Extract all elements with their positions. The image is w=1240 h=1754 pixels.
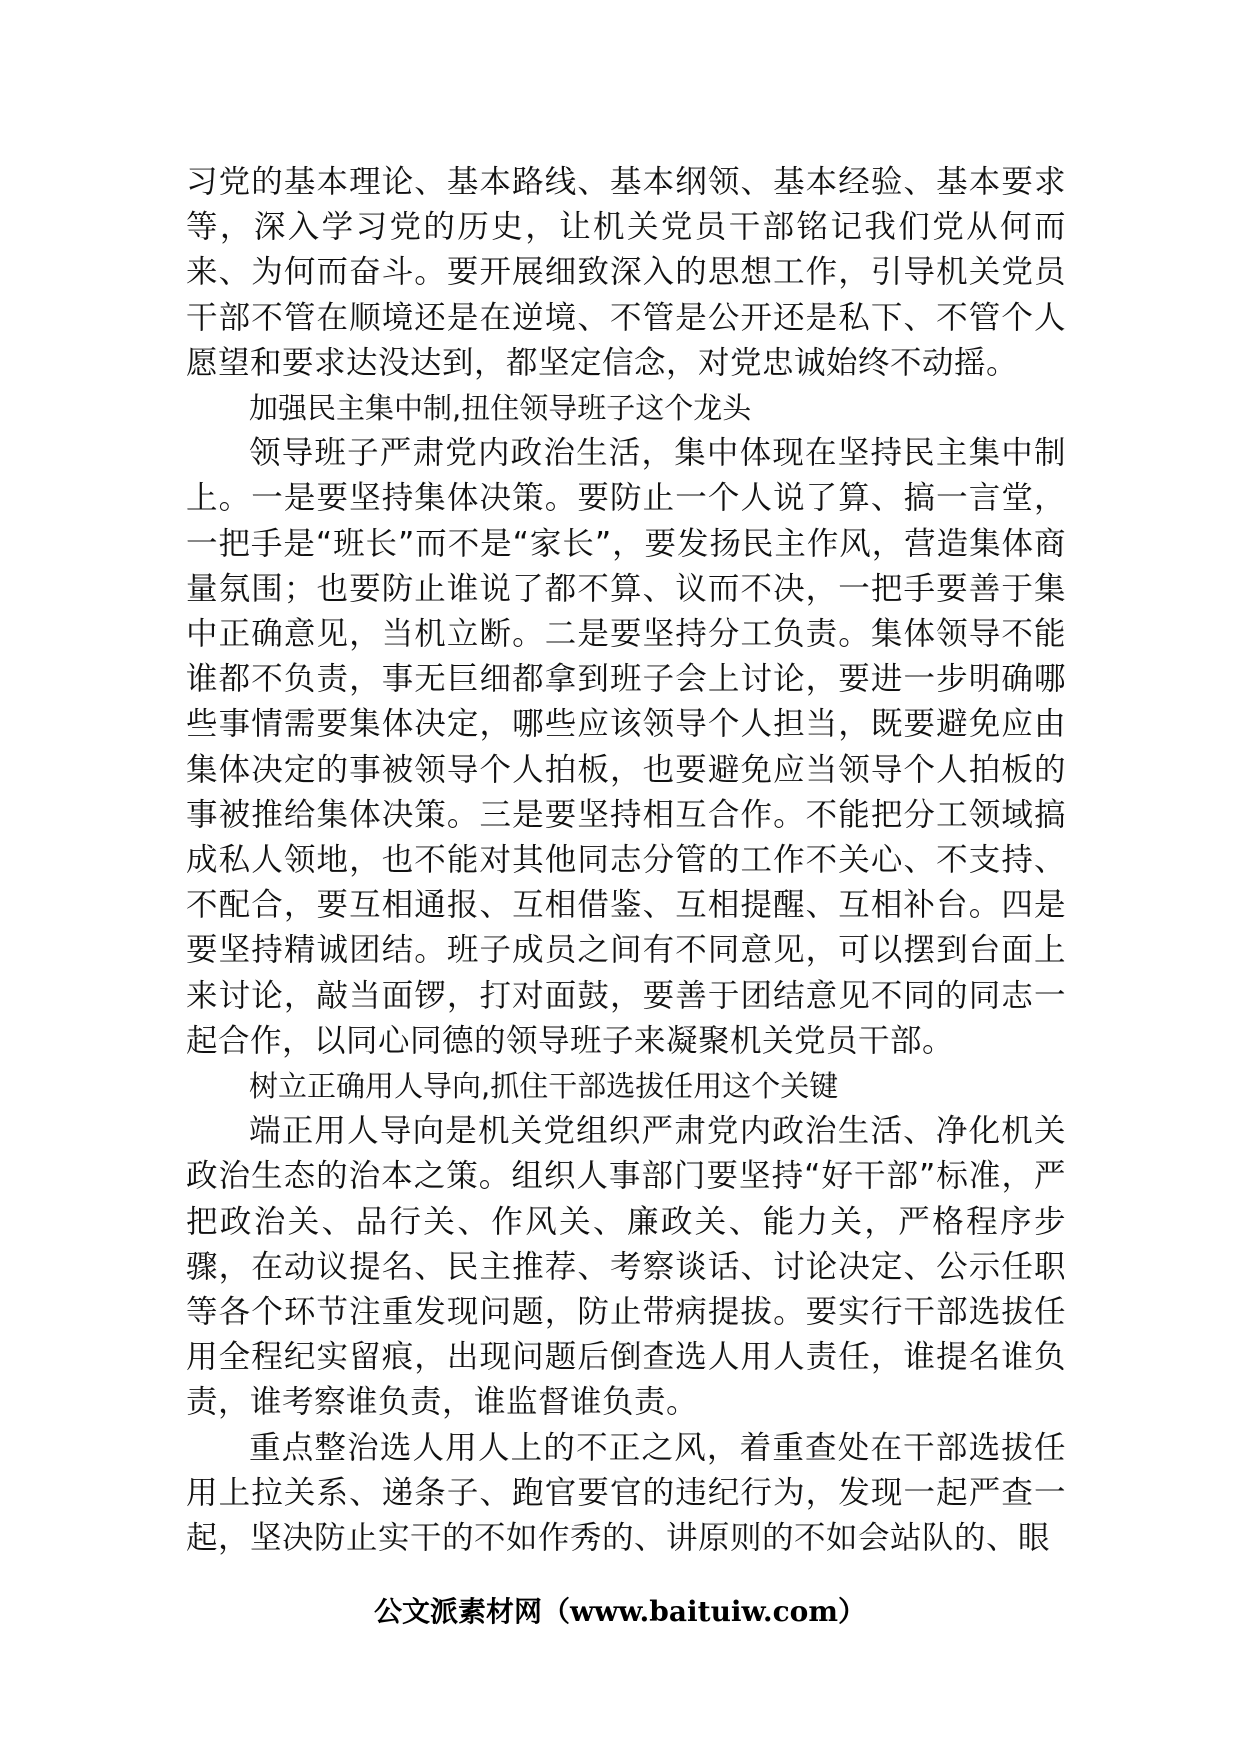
paragraph-5: 端正用人导向是机关党组织严肃党内政治生活、净化机关政治生态的治本之策。组织人事部门要坚持“好干部”标准，严把政治关、品行关、作风关、廉政关、能力关，严格程序步骤，在动议提名、民主推荐、考察谈话、讨论决定、公示任职等各个环节注重发现问题，防止带病提拔。要实行干部选拔任用全程纪实留痕，出现问题后倒查选人用人责任，谁提名谁负责，谁考察谁负责，谁监督谁负责。 [186, 1113, 1066, 1421]
section-heading-cadre-selection: 树立正确用人导向,抓住干部选拔任用这个关键 [249, 1069, 839, 1104]
paragraph-1: 习党的基本理论、基本路线、基本纲领、基本经验、基本要求等，深入学习党的历史，让机关党员干部铭记我们党从何而来、为何而奋斗。要开展细致深入的思想工作，引导机关党员干部不管在顺境还是在逆境、不管是公开还是私下、不管个人愿望和要求达没达到，都坚定信念，对党忠诚始终不动摇。 [186, 164, 1066, 381]
document-page [186, 160, 1066, 1561]
paragraph-3: 领导班子严肃党内政治生活，集中体现在坚持民主集中制上。一是要坚持集体决策。要防止一个人说了算、搞一言堂，一把手是“班长”而不是“家长”，要发扬民主作风，营造集体商量氛围；也要防止谁说了都不算、议而不决，一把手要善于集中正确意见，当机立断。二是要坚持分工负责。集体领导不能谁都不负责，事无巨细都拿到班子会上讨论，要进一步明确哪些事情需要集体决定，哪些应该领导个人担当，既要避免应由集体决定的事被领导个人拍板，也要避免应当领导个人拍板的事被推给集体决策。三是要坚持相互合作。不能把分工领域搞成私人领地，也不能对其他同志分管的工作不关心、不支持、不配合，要互相通报、互相借鉴、互相提醒、互相补台。四是要坚持精诚团结。班子成员之间有不同意见，可以摆到台面上来讨论，敲当面锣，打对面鼓，要善于团结意见不同的同志一起合作，以同心同德的领导班子来凝聚机关党员干部。 [186, 435, 1066, 1059]
section-heading-democratic-centralism: 加强民主集中制,扭住领导班子这个龙头 [249, 391, 752, 426]
paragraph-6: 重点整治选人用人上的不正之风，着重查处在干部选拔任用上拉关系、递条子、跑官要官的违纪行为，发现一起严查一起，坚决防止实干的不如作秀的、讲原则的不如会站队的、眼 [186, 1429, 1066, 1557]
page-footer-source: 公文派素材网（www.baituiw.com） [374, 1595, 866, 1628]
